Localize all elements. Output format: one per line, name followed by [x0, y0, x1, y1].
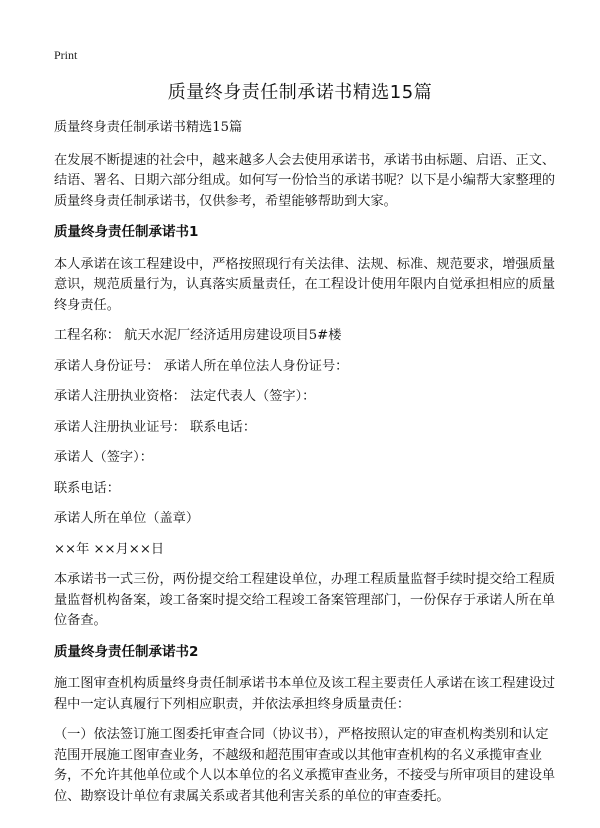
intro-paragraph: 在发展不断提速的社会中，越来越多人会去使用承诺书，承诺书由标题、启语、正文、结语、署名、日期六部分组成。如何写一份恰当的承诺书呢？以下是小编帮大家整理的质量终身责任制承诺书，仅供参考，希望能够帮助到大家。: [54, 152, 556, 209]
print-label: Print: [54, 48, 78, 62]
date-line: ××年 ××月××日: [54, 541, 165, 557]
section-heading-1: 质量终身责任制承诺书1: [54, 224, 199, 240]
signature-line: 承诺人（签字）：: [54, 450, 153, 465]
document-subtitle: 质量终身责任制承诺书精选15篇: [54, 120, 243, 135]
qualification-line: 承诺人注册执业资格： 法定代表人（签字）：: [54, 389, 316, 404]
certificate-number-line: 承诺人注册执业证号： 联系电话：: [54, 419, 257, 435]
section2-item-1: （一）依法签订施工图委托审查合同（协议书），严格按照认定的审查机构类别和认定范围开展施工图审查业务，不越级和超范围审查或以其他审查机构的名义承揽审查业务，不允许其他单位或个人以本单位的名义承揽审查业务，不接受与所审项目的建设单位、勘察设计单位有隶属关系或者其他利害关系的单位的审查委托。: [54, 727, 556, 804]
section1-paragraph: 本人承诺在该工程建设中，严格按照现行有关法律、法规、标准、规范要求，增强质量意识，规范质量行为，认真落实质量责任，在工程设计使用年限内自觉承担相应的质量终身责任。: [54, 256, 556, 313]
section2-paragraph: 施工图审查机构质量终身责任制承诺书本单位及该工程主要责任人承诺在该工程建设过程中一定认真履行下列相应职责，并依法承担终身质量责任：: [54, 676, 556, 712]
section-heading-2: 质量终身责任制承诺书2: [54, 643, 199, 660]
section1-closing-paragraph: 本承诺书一式三份，两份提交给工程建设单位，办理工程质量监督手续时提交给工程质量监督机构备案，竣工备案时提交给工程竣工备案管理部门，一份保存于承诺人所在单位备查。: [54, 572, 556, 628]
project-name-line: 工程名称： 航天水泥厂经济适用房建设项目5#楼: [54, 328, 342, 343]
document-body: [54, 118, 556, 817]
page-title: 质量终身责任制承诺书精选15篇: [167, 82, 433, 103]
contact-phone-line: 联系电话：: [54, 480, 120, 496]
unit-seal-line: 承诺人所在单位（盖章）: [54, 511, 200, 526]
id-number-line: 承诺人身份证号： 承诺人所在单位法人身份证号：: [54, 358, 349, 374]
